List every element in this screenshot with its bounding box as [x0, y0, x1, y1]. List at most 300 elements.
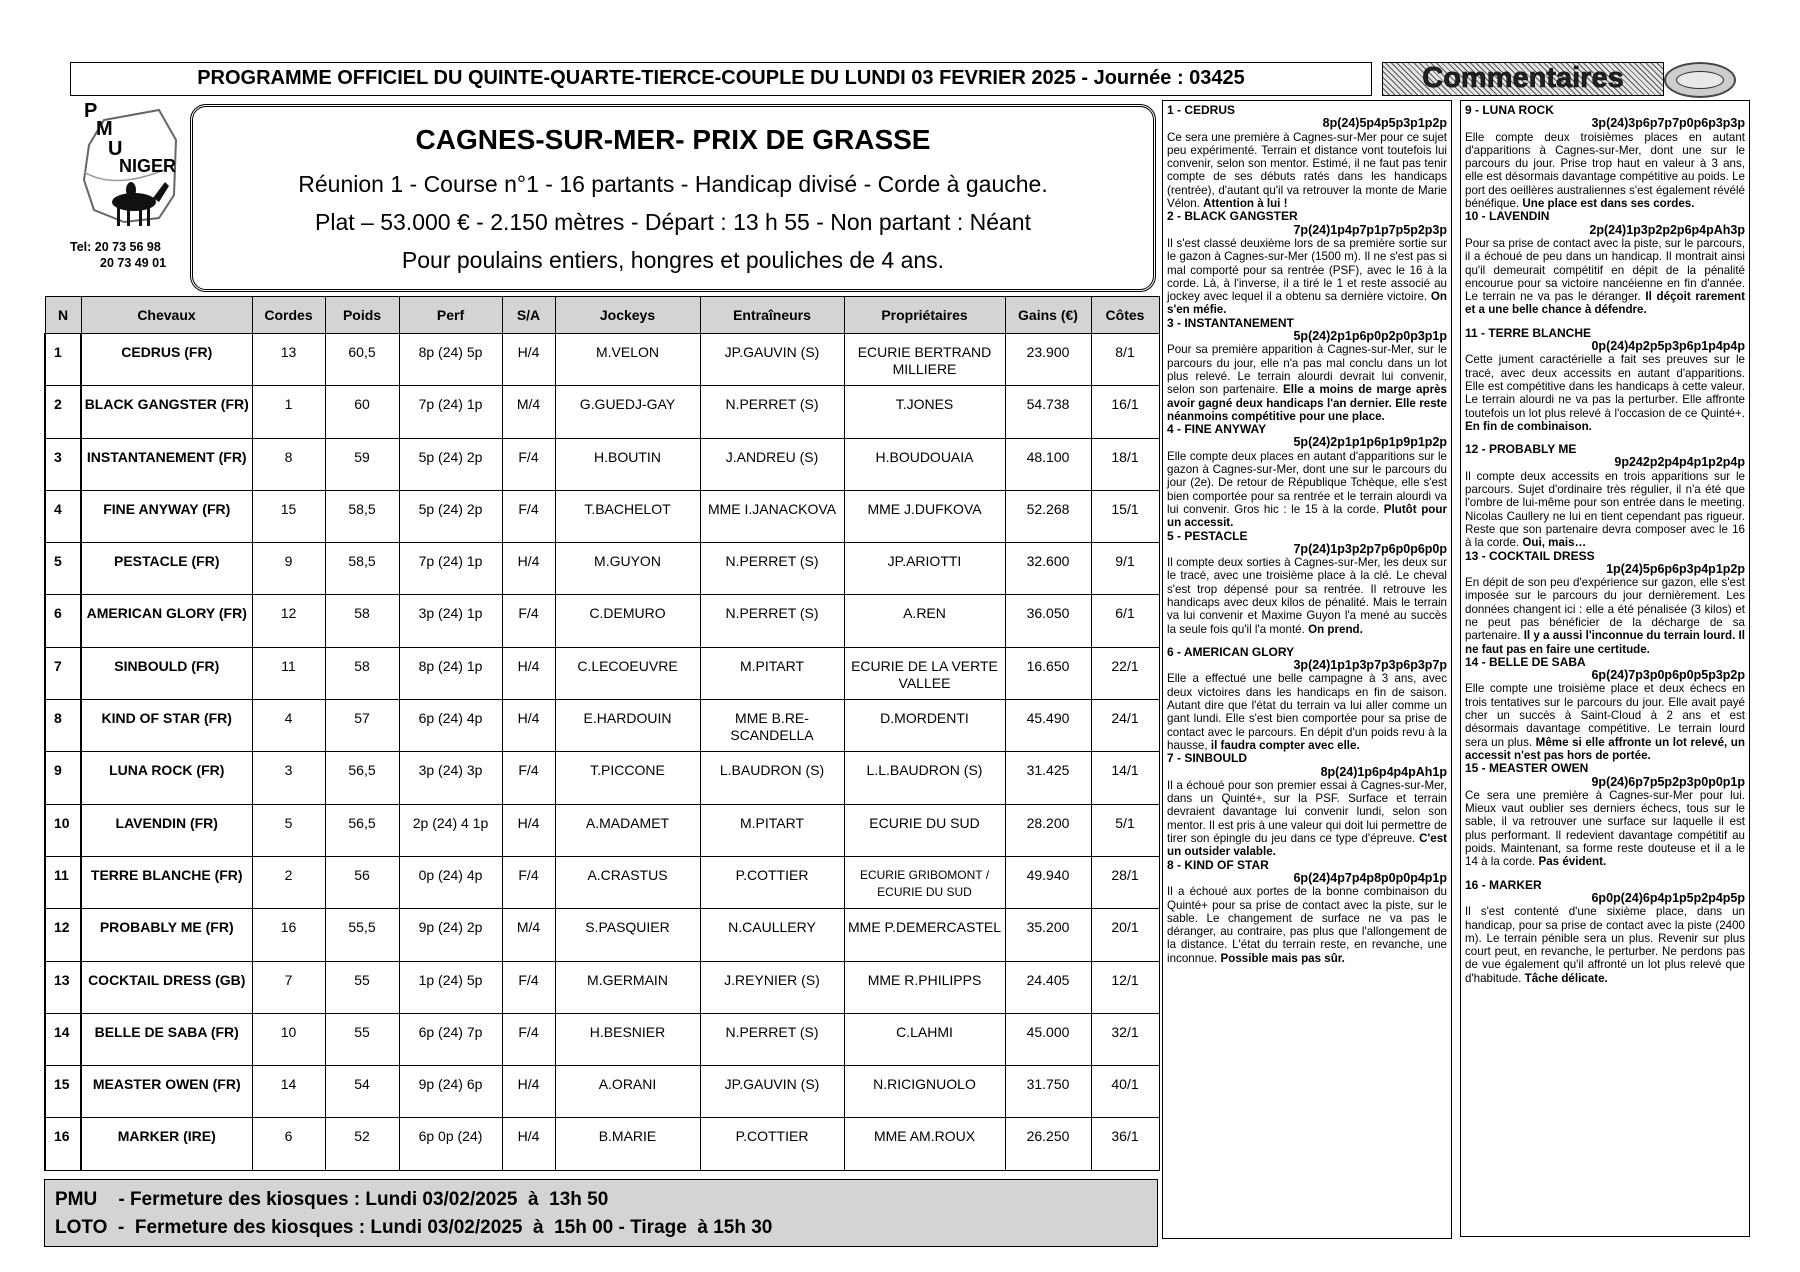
table-cell: P.COTTIER: [700, 1118, 844, 1170]
table-cell: 1: [252, 386, 325, 438]
table-cell: 32.600: [1005, 543, 1091, 595]
comment-verdict: Oui, mais…: [1522, 536, 1587, 550]
table-cell: N.PERRET (S): [700, 543, 844, 595]
table-cell: 3: [252, 752, 325, 804]
table-cell: 60,5: [325, 334, 399, 386]
runners-table: [44, 296, 1160, 1171]
table-cell: 1p (24) 5p: [399, 961, 502, 1013]
table-row: [45, 909, 1159, 961]
table-cell: ECURIE DU SUD: [844, 804, 1005, 856]
comment-body: Il compte deux accessits en trois apparitions sur le parcours. Sujet d'ordinaire très régulier, il n'a été que l'ombre de lui-même pour son entrée dans le meeting. Nicolas Caullery ne lui en tient cependant pas rigueur. Reste que son partenaire devra composer avec le 16 à la corde.: [1465, 469, 1745, 550]
table-cell: 9: [45, 752, 81, 804]
table-cell: M.GUYON: [555, 543, 700, 595]
table-cell: AMERICAN GLORY (FR): [81, 595, 252, 647]
table-row: [45, 1013, 1159, 1065]
col-header: N: [45, 297, 81, 334]
table-cell: 31.750: [1005, 1066, 1091, 1118]
comment-verdict: Même si elle affronte un lot relevé, un accessit n'est pas hors de portée.: [1465, 735, 1745, 762]
table-cell: 16: [45, 1118, 81, 1170]
table-cell: N.PERRET (S): [700, 1013, 844, 1065]
table-cell: C.LAHMI: [844, 1013, 1005, 1065]
table-cell: T.JONES: [844, 386, 1005, 438]
comment-text: [1465, 131, 1745, 211]
table-cell: BELLE DE SABA (FR): [81, 1013, 252, 1065]
table-cell: H/4: [502, 700, 555, 752]
table-cell: 2p (24) 4 1p: [399, 804, 502, 856]
table-cell: 16: [252, 909, 325, 961]
comment-text: [1167, 556, 1447, 636]
comment-perf: 8p(24)1p6p4p4pAh1p: [1320, 764, 1447, 779]
table-cell: 8/1: [1091, 334, 1159, 386]
table-cell: M.PITART: [700, 647, 844, 699]
table-cell: MEASTER OWEN (FR): [81, 1066, 252, 1118]
col-header: Entraîneurs: [700, 297, 844, 334]
table-row: [45, 856, 1159, 908]
comment-verdict: Il déçoit rarement et a une belle chance à défendre.: [1465, 290, 1745, 317]
table-cell: MME R.PHILIPPS: [844, 961, 1005, 1013]
table-row: [45, 804, 1159, 856]
table-cell: 52.268: [1005, 490, 1091, 542]
table-cell: 59: [325, 438, 399, 490]
comment-entry: [1167, 752, 1447, 858]
comment-entry: [1465, 104, 1745, 210]
col-header: Gains (€): [1005, 297, 1091, 334]
table-row: [45, 1066, 1159, 1118]
table-cell: J.REYNIER (S): [700, 961, 844, 1013]
table-cell: F/4: [502, 856, 555, 908]
table-cell: 6p (24) 7p: [399, 1013, 502, 1065]
comments-column-2: [1460, 100, 1750, 1237]
table-cell: F/4: [502, 752, 555, 804]
table-cell: H/4: [502, 334, 555, 386]
racing-logo-icon: [1664, 62, 1736, 98]
table-cell: 55: [325, 1013, 399, 1065]
table-cell: 45.000: [1005, 1013, 1091, 1065]
table-cell: 6/1: [1091, 595, 1159, 647]
table-cell: 4: [45, 490, 81, 542]
table-cell: 4: [252, 700, 325, 752]
comment-horse-name: 13 - COCKTAIL DRESS: [1465, 548, 1595, 563]
page-title: PROGRAMME OFFICIEL DU QUINTE-QUARTE-TIERCE-COUPLE DU LUNDI 03 FEVRIER 2025 - Journée : 03425: [70, 62, 1372, 96]
logo-letter-p: P: [84, 100, 98, 122]
table-cell: 36.050: [1005, 595, 1091, 647]
comment-horse-name: 10 - LAVENDIN: [1465, 209, 1550, 224]
table-cell: 15: [252, 490, 325, 542]
table-cell: A.MADAMET: [555, 804, 700, 856]
table-cell: 10: [252, 1013, 325, 1065]
comment-body: Ce sera une première à Cagnes-sur-Mer pour lui. Mieux vaut oublier ses derniers échecs, tous sur le sable, il va retrouver une surface sur laquelle il est plus performant. Il redevient davantage compétitif au poids. Maintenant, sa forme reste douteuse et il a le 14 à la corde.: [1465, 788, 1745, 869]
comment-body: Il s'est contenté d'une sixième place, dans un handicap, pour sa prise de contact avec la piste (2400 m). Le terrain pénible sera un plus. Revenir sur plus court peut, en revanche, le perturber. Ne perdons pas de vue également qu'il affronté un lot plus relevé que d'habitude.: [1465, 905, 1745, 985]
table-row: [45, 595, 1159, 647]
comment-perf: 2p(24)1p3p2p2p6p4pAh3p: [1589, 222, 1745, 237]
table-cell: 6: [45, 595, 81, 647]
table-cell: 7p (24) 1p: [399, 386, 502, 438]
table-cell: 8: [252, 438, 325, 490]
comment-horse-name: 1 - CEDRUS: [1167, 103, 1236, 117]
table-cell: N.RICIGNUOLO: [844, 1066, 1005, 1118]
comment-text: [1167, 343, 1447, 423]
table-cell: ECURIE BERTRAND MILLIERE: [844, 334, 1005, 386]
comment-body: Il a échoué pour son premier essai à Cagnes-sur-Mer, dans un Quinté+, sur la PSF. Surface et terrain devraient davantage lui convenir lundi, selon son mentor. Il est pris à une valeur qui doit lui permettre de tirer son épingle du jeu dans ce type d'épreuve.: [1167, 778, 1447, 846]
comment-entry: [1465, 879, 1745, 985]
table-cell: 13: [45, 961, 81, 1013]
comment-text: [1465, 237, 1745, 317]
comment-perf: 7p(24)1p4p7p1p7p5p2p3p: [1293, 222, 1447, 237]
comment-horse-name: 5 - PESTACLE: [1167, 528, 1248, 543]
comment-body: Pour sa prise de contact avec la piste, sur le parcours, il a échoué de peu dans un handicap. Il montrait ainsi qu'il demeurait compétitif en dépit de la pénalité encourue pour sa victoire nancéienne en fin d'année. Le terrain ne va pas le déranger.: [1465, 236, 1745, 304]
comment-body: Il s'est classé deuxième lors de sa première sortie sur le gazon à Cagnes-sur-Mer (1500 m). Il ne s'est pas si mal comporté pour sa rentrée (PSF), avec le 16 à la corde. Là, à l'inverse, il a tiré le 1 et reste associé au jockey avec lequel il a obtenu sa dernière victoire.: [1167, 236, 1447, 304]
comment-horse-name: 14 - BELLE DE SABA: [1465, 654, 1586, 669]
table-cell: 15/1: [1091, 490, 1159, 542]
comment-horse-name: 8 - KIND OF STAR: [1167, 857, 1269, 872]
table-cell: 58,5: [325, 490, 399, 542]
table-cell: 31.425: [1005, 752, 1091, 804]
comment-entry: [1167, 530, 1447, 636]
comment-body: Cette jument caractérielle a fait ses preuves sur le tracé, avec deux accessits en autant d'apparitions. Elle est compétitive dans les handicaps à cette valeur. Le terrain alourdi ne va pas la perturber. Elle affronte toutefois un lot plus relevé à l'occasion de ce Quinté+.: [1465, 353, 1745, 420]
comment-text: [1167, 885, 1447, 965]
table-cell: 5: [252, 804, 325, 856]
comment-horse-name: 15 - MEASTER OWEN: [1465, 761, 1589, 776]
table-cell: CEDRUS (FR): [81, 334, 252, 386]
table-cell: 8p (24) 5p: [399, 334, 502, 386]
table-cell: 12: [252, 595, 325, 647]
comment-text: [1465, 470, 1745, 550]
table-cell: 6p (24) 4p: [399, 700, 502, 752]
comment-perf: 6p0p(24)6p4p1p5p2p4p5p: [1591, 890, 1745, 905]
table-cell: H/4: [502, 1118, 555, 1170]
table-cell: M/4: [502, 909, 555, 961]
table-cell: 9/1: [1091, 543, 1159, 595]
comment-perf: 5p(24)2p1p1p6p1p9p1p2p: [1293, 435, 1447, 450]
comment-horse-name: 11 - TERRE BLANCHE: [1465, 325, 1592, 340]
table-cell: 15: [45, 1066, 81, 1118]
table-cell: P.COTTIER: [700, 856, 844, 908]
table-cell: F/4: [502, 961, 555, 1013]
table-cell: FINE ANYWAY (FR): [81, 490, 252, 542]
comment-verdict: Plutôt pour un accessit.: [1167, 502, 1447, 530]
comment-body: Elle a effectué une belle campagne à 3 ans, avec deux victoires dans les handicaps en fin de saison. Autant dire que l'état du terrain va lui aller comme un gant lundi. Elle s'est bien comportée pour sa prise de contact avec le parcours. En dépit d'un poids revu à la hausse,: [1167, 672, 1447, 752]
logo-letter-u: U: [108, 138, 123, 160]
col-header: Côtes: [1091, 297, 1159, 334]
table-cell: H.BOUTIN: [555, 438, 700, 490]
col-header: Cordes: [252, 297, 325, 334]
table-cell: MME P.DEMERCASTEL: [844, 909, 1005, 961]
table-cell: H/4: [502, 804, 555, 856]
comment-verdict: Possible mais pas sûr.: [1220, 951, 1345, 965]
table-cell: 55: [325, 961, 399, 1013]
table-cell: 14/1: [1091, 752, 1159, 804]
comment-perf: 1p(24)5p6p6p3p4p1p2p: [1606, 561, 1745, 576]
comment-entry: [1167, 423, 1447, 529]
table-cell: ECURIE GRIBOMONT / ECURIE DU SUD: [844, 856, 1005, 908]
table-row: [45, 961, 1159, 1013]
table-row: [45, 334, 1159, 386]
col-header: Jockeys: [555, 297, 700, 334]
tel-line-2: 20 73 49 01: [100, 256, 167, 270]
table-cell: M.GERMAIN: [555, 961, 700, 1013]
comment-entry: [1465, 210, 1745, 316]
table-cell: 58,5: [325, 543, 399, 595]
table-cell: A.REN: [844, 595, 1005, 647]
table-cell: 60: [325, 386, 399, 438]
comments-title: Commentaires: [1382, 62, 1664, 96]
table-cell: A.ORANI: [555, 1066, 700, 1118]
comment-body: Ce sera une première à Cagnes-sur-Mer pour ce sujet peu expérimenté. Terrain et distance vont toutefois lui convenir, selon son mentor. Estimé, il ne faut pas tenir compte de ses débuts ratés dans les handicaps (rentrée), d'autant qu'il va retrouver la monte de Marie Vélon.: [1167, 130, 1447, 211]
table-cell: T.BACHELOT: [555, 490, 700, 542]
table-cell: 14: [45, 1013, 81, 1065]
table-cell: 5: [45, 543, 81, 595]
table-cell: A.CRASTUS: [555, 856, 700, 908]
table-cell: 7: [252, 961, 325, 1013]
comment-entry: [1465, 762, 1745, 868]
table-cell: C.LECOEUVRE: [555, 647, 700, 699]
table-row: [45, 752, 1159, 804]
table-cell: JP.GAUVIN (S): [700, 1066, 844, 1118]
comment-perf: 9p(24)6p7p5p2p3p0p0p1p: [1591, 774, 1745, 789]
table-cell: 57: [325, 700, 399, 752]
comment-perf: 6p(24)7p3p0p6p0p5p3p2p: [1591, 668, 1745, 683]
table-cell: F/4: [502, 490, 555, 542]
table-cell: 49.940: [1005, 856, 1091, 908]
table-cell: B.MARIE: [555, 1118, 700, 1170]
table-cell: H.BOUDOUAIA: [844, 438, 1005, 490]
table-cell: L.BAUDRON (S): [700, 752, 844, 804]
table-cell: F/4: [502, 595, 555, 647]
table-cell: 7: [45, 647, 81, 699]
table-cell: PESTACLE (FR): [81, 543, 252, 595]
comment-perf: 3p(24)1p1p3p7p3p6p3p7p: [1293, 658, 1447, 673]
table-cell: 6: [252, 1118, 325, 1170]
race-title: CAGNES-SUR-MER- PRIX DE GRASSE: [415, 124, 931, 155]
comment-perf: 5p(24)2p1p6p0p2p0p3p1p: [1293, 329, 1447, 344]
comment-horse-name: 9 - LUNA ROCK: [1465, 103, 1554, 117]
comment-verdict: Pas évident.: [1538, 855, 1607, 869]
comment-verdict: On prend.: [1308, 622, 1363, 636]
table-cell: D.MORDENTI: [844, 700, 1005, 752]
table-cell: 5p (24) 2p: [399, 490, 502, 542]
race-line-3: Pour poulains entiers, hongres et pouliches de 4 ans.: [401, 247, 945, 273]
comment-body: Il compte deux sorties à Cagnes-sur-Mer, les deux sur le tracé, avec une troisième place à la clé. Le cheval s'est trop dépensé pour sa rentrée. Il retrouve les handicaps avec deux kilos de pénalité. Mais le terrain va lui convenir et Maxime Guyon l'a mené au succès la seule fois qu'il l'a monté.: [1167, 556, 1447, 636]
table-row: [45, 543, 1159, 595]
table-cell: KIND OF STAR (FR): [81, 700, 252, 752]
table-cell: 16.650: [1005, 647, 1091, 699]
table-cell: 28/1: [1091, 856, 1159, 908]
table-row: [45, 700, 1159, 752]
comment-horse-name: 16 - MARKER: [1465, 877, 1542, 892]
table-cell: C.DEMURO: [555, 595, 700, 647]
table-cell: BLACK GANGSTER (FR): [81, 386, 252, 438]
comment-entry: [1465, 656, 1745, 762]
logo-letter-m: M: [96, 118, 113, 140]
table-cell: 55,5: [325, 909, 399, 961]
table-cell: 54: [325, 1066, 399, 1118]
comment-text: [1465, 576, 1745, 656]
comment-text: [1465, 682, 1745, 762]
table-cell: 9p (24) 2p: [399, 909, 502, 961]
table-cell: INSTANTANEMENT (FR): [81, 438, 252, 490]
table-cell: 58: [325, 647, 399, 699]
table-cell: COCKTAIL DRESS (GB): [81, 961, 252, 1013]
table-cell: MME J.DUFKOVA: [844, 490, 1005, 542]
comment-body: Elle compte une troisième place et deux échecs en trois tentatives sur le parcours du jour. Elle avait payé cher un succès à Saint-Cloud à 2 ans et est désormais davantage compétitive. Le terrain lourd sera un plus.: [1465, 682, 1745, 749]
table-cell: 5/1: [1091, 804, 1159, 856]
comment-text: [1465, 905, 1745, 985]
comment-text: [1465, 789, 1745, 869]
table-cell: 10: [45, 804, 81, 856]
table-cell: N.CAULLERY: [700, 909, 844, 961]
comment-body: Elle compte deux places en autant d'apparitions sur le gazon à Cagnes-sur-Mer, dont une sur le parcours du jour (2e). De retour de République Tchèque, elle s'est bien comportée pour sa rentrée et le terrain alourdi va lui convenir. Gros hic : le 15 à la corde.: [1167, 449, 1447, 516]
table-cell: 48.100: [1005, 438, 1091, 490]
table-cell: 12: [45, 909, 81, 961]
comment-perf: 0p(24)4p2p5p3p6p1p4p4p: [1591, 339, 1745, 354]
table-cell: 0p (24) 4p: [399, 856, 502, 908]
table-cell: E.HARDOUIN: [555, 700, 700, 752]
table-cell: M/4: [502, 386, 555, 438]
table-cell: ECURIE DE LA VERTE VALLEE: [844, 647, 1005, 699]
table-cell: LAVENDIN (FR): [81, 804, 252, 856]
comment-verdict: Une place est dans ses cordes.: [1522, 197, 1695, 211]
table-cell: 2: [252, 856, 325, 908]
table-cell: 12/1: [1091, 961, 1159, 1013]
comment-verdict: On s'en méfie.: [1167, 290, 1447, 317]
table-cell: 56,5: [325, 752, 399, 804]
table-cell: MME AM.ROUX: [844, 1118, 1005, 1170]
comment-horse-name: 12 - PROBABLY ME: [1465, 442, 1577, 457]
comment-body: Pour sa première apparition à Cagnes-sur-Mer, sur le parcours du jour, elle n'a pas mal conclu dans un lot plus relevé. Le terrain alourdi devrait lui convenir, selon son partenaire.: [1167, 343, 1447, 397]
table-cell: 23.900: [1005, 334, 1091, 386]
comment-perf: 9p242p2p4p4p1p2p4p: [1614, 455, 1745, 470]
comment-horse-name: 7 - SINBOULD: [1167, 751, 1248, 766]
table-cell: 40/1: [1091, 1066, 1159, 1118]
comment-entry: [1167, 104, 1447, 210]
comment-text: [1167, 237, 1447, 317]
comment-text: [1167, 450, 1447, 530]
tel-line-1: Tel: 20 73 56 98: [70, 240, 161, 254]
table-cell: TERRE BLANCHE (FR): [81, 856, 252, 908]
table-cell: 22/1: [1091, 647, 1159, 699]
table-cell: 3p (24) 3p: [399, 752, 502, 804]
comment-verdict: Attention à lui !: [1203, 197, 1288, 211]
table-cell: 24/1: [1091, 700, 1159, 752]
table-cell: M.VELON: [555, 334, 700, 386]
table-cell: N.PERRET (S): [700, 595, 844, 647]
footer-pmu: PMU - Fermeture des kiosques : Lundi 03/02/2025 à 13h 50: [55, 1189, 609, 1210]
table-cell: 24.405: [1005, 961, 1091, 1013]
table-cell: T.PICCONE: [555, 752, 700, 804]
table-cell: 6p 0p (24): [399, 1118, 502, 1170]
race-info-box: [190, 104, 1156, 292]
col-header: S/A: [502, 297, 555, 334]
race-line-2: Plat – 53.000 € - 2.150 mètres - Départ : 13 h 55 - Non partant : Néant: [315, 209, 1031, 235]
table-row: [45, 438, 1159, 490]
comment-text: [1167, 672, 1447, 752]
comment-perf: 8p(24)5p4p5p3p1p2p: [1322, 116, 1447, 131]
race-line-1: Réunion 1 - Course n°1 - 16 partants - Handicap divisé - Corde à gauche.: [298, 171, 1048, 197]
comment-verdict: Il y a aussi l'inconnue du terrain lourd. Il ne faut pas en faire une certitude.: [1465, 629, 1745, 656]
table-cell: 56: [325, 856, 399, 908]
table-cell: 3: [45, 438, 81, 490]
col-header: Propriétaires: [844, 297, 1005, 334]
table-cell: 56,5: [325, 804, 399, 856]
table-cell: F/4: [502, 1013, 555, 1065]
footer-loto: LOTO - Fermeture des kiosques : Lundi 03/02/2025 à 15h 00 - Tirage à 15h 30: [55, 1217, 773, 1238]
comment-horse-name: 2 - BLACK GANGSTER: [1167, 209, 1298, 224]
table-row: [45, 490, 1159, 542]
comment-entry: [1167, 859, 1447, 965]
comment-verdict: Tâche délicate.: [1524, 971, 1608, 985]
table-row: [45, 386, 1159, 438]
comment-verdict: Elle a moins de marge après avoir gagné deux handicaps l'an dernier. Elle reste néanmoins compétitive pour une place.: [1167, 383, 1447, 423]
table-cell: JP.GAUVIN (S): [700, 334, 844, 386]
table-cell: MARKER (IRE): [81, 1118, 252, 1170]
table-cell: SINBOULD (FR): [81, 647, 252, 699]
comment-horse-name: 4 - FINE ANYWAY: [1167, 422, 1267, 437]
table-cell: 9p (24) 6p: [399, 1066, 502, 1118]
table-cell: 26.250: [1005, 1118, 1091, 1170]
table-cell: 11: [45, 856, 81, 908]
table-cell: MME I.JANACKOVA: [700, 490, 844, 542]
comment-horse-name: 3 - INSTANTANEMENT: [1167, 315, 1294, 330]
comment-entry: [1465, 550, 1745, 656]
table-cell: 5p (24) 2p: [399, 438, 502, 490]
comment-horse-name: 6 - AMERICAN GLORY: [1167, 644, 1295, 659]
table-cell: 11: [252, 647, 325, 699]
comment-entry: [1167, 646, 1447, 752]
table-cell: 16/1: [1091, 386, 1159, 438]
comment-perf: 3p(24)3p6p7p7p0p6p3p3p: [1591, 116, 1745, 131]
table-cell: 7p (24) 1p: [399, 543, 502, 595]
table-cell: 20/1: [1091, 909, 1159, 961]
comment-entry: [1465, 443, 1745, 549]
logo-niger: NIGER: [119, 156, 177, 176]
table-cell: 8: [45, 700, 81, 752]
table-row: [45, 1118, 1159, 1170]
comment-perf: 6p(24)4p7p4p8p0p0p4p1p: [1293, 870, 1447, 885]
col-header: Poids: [325, 297, 399, 334]
comment-text: [1167, 131, 1447, 211]
table-cell: 54.738: [1005, 386, 1091, 438]
table-cell: LUNA ROCK (FR): [81, 752, 252, 804]
comment-verdict: il faudra compter avec elle.: [1210, 738, 1360, 752]
table-cell: 36/1: [1091, 1118, 1159, 1170]
table-cell: 28.200: [1005, 804, 1091, 856]
table-cell: 18/1: [1091, 438, 1159, 490]
table-cell: N.PERRET (S): [700, 386, 844, 438]
comment-entry: [1167, 210, 1447, 316]
comment-entry: [1167, 317, 1447, 423]
table-cell: F/4: [502, 438, 555, 490]
table-cell: H/4: [502, 1066, 555, 1118]
comment-body: En dépit de son peu d'expérience sur gazon, elle s'est imposée sur le parcours du jour dernièrement. Les données changent ici : elle a été pénalisée (3 kilos) et ne peut pas bénéficier de la décharge de sa partenaire.: [1465, 576, 1745, 643]
table-cell: JP.ARIOTTI: [844, 543, 1005, 595]
table-cell: 13: [252, 334, 325, 386]
comment-body: Il a échoué aux portes de la bonne combinaison du Quinté+ pour sa prise de contact avec la piste, sur le sable. Le changement de surface ne va pas le déranger, au contraire, pas plus que l'allongement de la distance. L'état du terrain reste, en revanche, une inconnue.: [1167, 885, 1447, 965]
comments-column-1: [1162, 100, 1452, 1239]
table-cell: 8p (24) 1p: [399, 647, 502, 699]
table-cell: 1: [45, 334, 81, 386]
comment-verdict: C'est un outsider valable.: [1167, 832, 1448, 859]
table-cell: 35.200: [1005, 909, 1091, 961]
table-cell: H.BESNIER: [555, 1013, 700, 1065]
table-cell: 32/1: [1091, 1013, 1159, 1065]
table-cell: G.GUEDJ-GAY: [555, 386, 700, 438]
table-cell: S.PASQUIER: [555, 909, 700, 961]
table-cell: 58: [325, 595, 399, 647]
comment-text: [1167, 779, 1447, 859]
closing-times: [44, 1179, 1158, 1247]
table-row: [45, 647, 1159, 699]
table-cell: 14: [252, 1066, 325, 1118]
